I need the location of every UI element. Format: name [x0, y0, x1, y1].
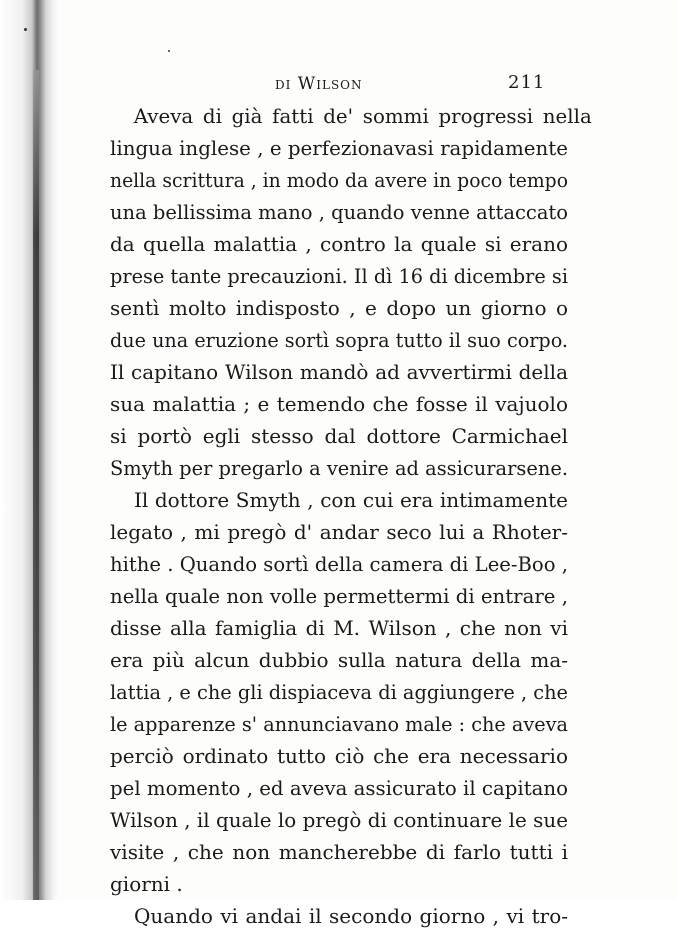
- text-line: visite , che non mancherebbe di farlo tutti i: [110, 840, 568, 864]
- book-spine-shadow: [0, 0, 58, 900]
- running-head: di Wilson: [275, 74, 363, 94]
- book-spine-gutter: [33, 70, 39, 900]
- paper-speck: [24, 28, 27, 31]
- text-line: nella quale non volle permettermi di entrare ,: [110, 584, 568, 608]
- text-line: si portò egli stesso dal dottore Carmichael: [110, 424, 568, 448]
- text-line: prese tante precauzioni. Il dì 16 di dicembre si: [110, 264, 568, 288]
- text-line: da quella malattia , contro la quale si erano: [110, 232, 568, 256]
- text-line: le apparenze s' annunciavano male : che aveva: [110, 712, 568, 736]
- text-line: nella scrittura , in modo da avere in poco tempo: [110, 168, 568, 192]
- text-line: sentì molto indisposto , e dopo un giorno o: [110, 296, 568, 320]
- text-line: Wilson , il quale lo pregò di continuare le sue: [110, 808, 568, 832]
- text-line: lingua inglese , e perfezionavasi rapidamente: [110, 136, 568, 160]
- text-line: era più alcun dubbio sulla natura della ma-: [110, 648, 568, 672]
- text-line: giorni .: [110, 872, 183, 896]
- text-line: lattia , e che gli dispiaceva di aggiungere , che: [110, 680, 568, 704]
- text-line: una bellissima mano , quando venne attaccato: [110, 200, 568, 224]
- body-text: [110, 100, 592, 932]
- text-line: legato , mi pregò d' andar seco lui a Rhoter-: [110, 520, 568, 544]
- text-line: Smyth per pregarlo a venire ad assicurarsene.: [110, 456, 568, 480]
- text-line: hithe . Quando sortì della camera di Lee-Boo ,: [110, 552, 568, 576]
- text-line: due una eruzione sortì sopra tutto il suo corpo.: [110, 328, 568, 352]
- text-line: disse alla famiglia di M. Wilson , che non vi: [110, 616, 568, 640]
- text-line: Aveva di già fatti de' sommi progressi nella: [133, 104, 592, 128]
- text-line: Il dottore Smyth , con cui era intimamente: [134, 488, 568, 512]
- text-line: pel momento , ed aveva assicurato il capitano: [110, 776, 568, 800]
- text-line: perciò ordinato tutto ciò che era necessario: [110, 744, 568, 768]
- text-line: Quando vi andai il secondo giorno , vi tro-: [134, 904, 568, 928]
- text-line: sua malattia ; e temendo che fosse il vajuolo: [110, 392, 568, 416]
- text-line: Il capitano Wilson mandò ad avvertirmi della: [110, 360, 568, 384]
- page-number: 211: [508, 72, 546, 93]
- paper-speck: [168, 50, 170, 52]
